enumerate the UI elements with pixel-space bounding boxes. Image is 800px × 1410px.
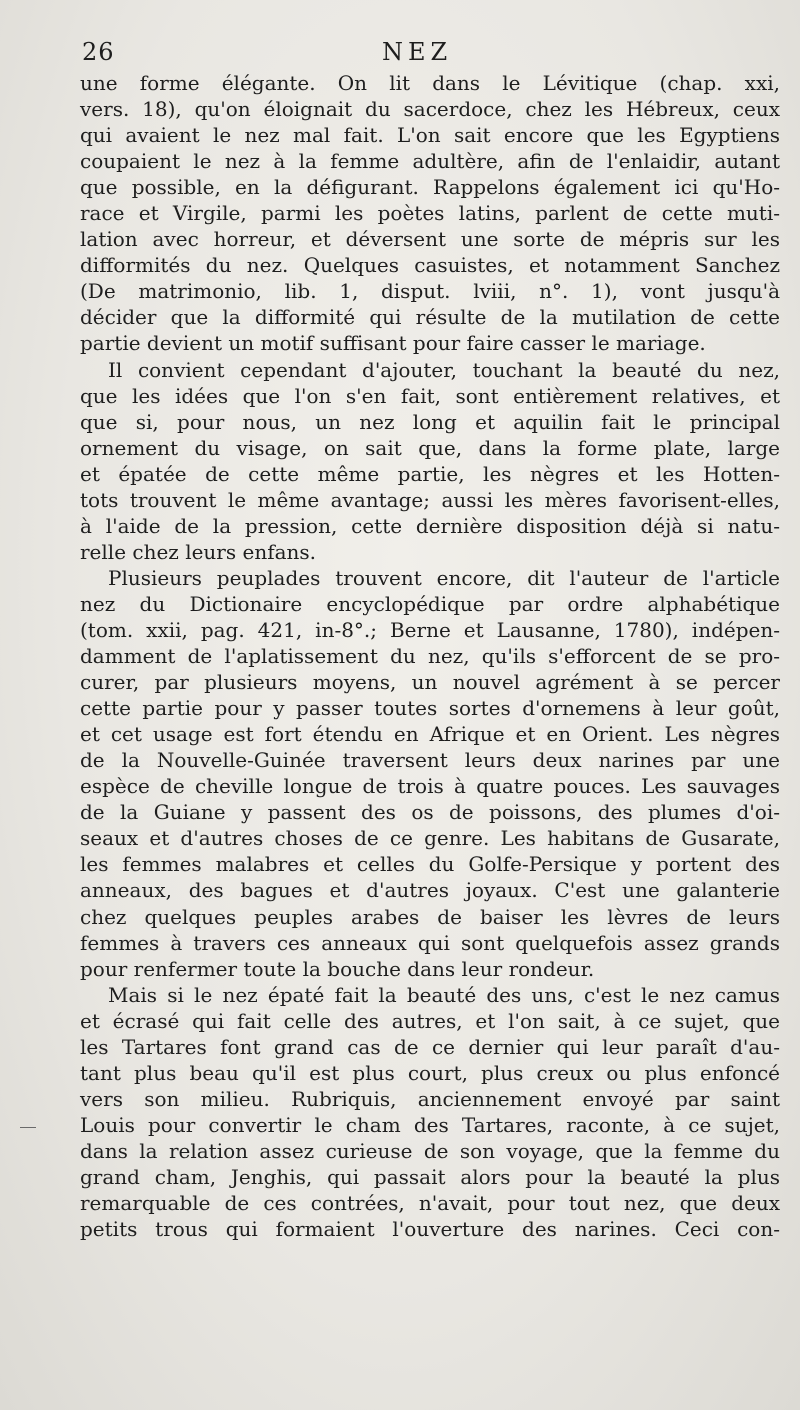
text-line: race et Virgile, parmi les poètes latins, parlent de cette muti- <box>80 201 780 226</box>
text-line: espèce de cheville longue de trois à quatre pouces. Les sauvages <box>80 774 780 799</box>
margin-dash-mark <box>20 1127 36 1128</box>
text-line: difformités du nez. Quelques casuistes, et notamment Sanchez <box>80 253 780 278</box>
text-line: que les idées que l'on s'en fait, sont entièrement relatives, et <box>80 383 780 408</box>
text-line: et écrasé qui fait celle des autres, et l'on sait, à ce sujet, que <box>80 1008 780 1033</box>
text-line: seaux et d'autres choses de ce genre. Les habitans de Gusarate, <box>80 826 780 851</box>
text-line: les femmes malabres et celles du Golfe-Persique y portent des <box>80 852 780 877</box>
text-line: pour renfermer toute la bouche dans leur rondeur. <box>80 956 595 981</box>
text-line: (De matrimonio, lib. 1, disput. lviii, n°. 1), vont jusqu'à <box>80 279 780 304</box>
text-line: damment de l'aplatissement du nez, qu'ils s'efforcent de se pro- <box>80 644 780 669</box>
paragraph-start-line: Il convient cependant d'ajouter, touchant la beauté du nez, <box>108 357 780 382</box>
text-line: tant plus beau qu'il est plus court, plus creux ou plus enfoncé <box>80 1060 780 1085</box>
text-line: chez quelques peuples arabes de baiser les lèvres de leurs <box>80 904 780 929</box>
text-line: et cet usage est fort étendu en Afrique et en Orient. Les nègres <box>80 722 780 747</box>
text-line: coupaient le nez à la femme adultère, afin de l'enlaidir, autant <box>80 149 780 174</box>
page-number: 26 <box>82 38 115 66</box>
text-line: et épatée de cette même partie, les nègres et les Hotten- <box>80 461 780 486</box>
text-line: tots trouvent le même avantage; aussi les mères favorisent-elles, <box>80 487 780 512</box>
text-line: femmes à travers ces anneaux qui sont quelquefois assez grands <box>80 930 780 955</box>
text-line: Louis pour convertir le cham des Tartares, raconte, à ce sujet, <box>80 1112 780 1137</box>
text-line: curer, par plusieurs moyens, un nouvel agrément à se percer <box>80 670 780 695</box>
text-line: que possible, en la défigurant. Rappelons également ici qu'Ho- <box>80 175 780 200</box>
text-line: à l'aide de la pression, cette dernière disposition déjà si natu- <box>80 513 780 538</box>
page-header <box>82 38 780 68</box>
text-line: (tom. xxii, pag. 421, in-8°.; Berne et Lausanne, 1780), indépen- <box>80 617 780 642</box>
text-line: ornement du visage, on sait que, dans la forme plate, large <box>80 435 780 460</box>
text-line: partie devient un motif suffisant pour faire casser le mariage. <box>80 331 706 356</box>
text-line: cette partie pour y passer toutes sortes d'ornemens à leur goût, <box>80 696 780 721</box>
text-line: vers. 18), qu'on éloignait du sacerdoce, chez les Hébreux, ceux <box>80 97 780 122</box>
paragraph-start-line: Mais si le nez épaté fait la beauté des uns, c'est le nez camus <box>108 982 780 1007</box>
text-line: de la Nouvelle-Guinée traversent leurs deux narines par une <box>80 748 780 773</box>
text-line: décider que la difformité qui résulte de la mutilation de cette <box>80 305 780 330</box>
body-text <box>80 70 780 1242</box>
text-line: que si, pour nous, un nez long et aquilin fait le principal <box>80 409 780 434</box>
text-line: vers son milieu. Rubriquis, anciennement envoyé par saint <box>80 1086 780 1111</box>
text-line: dans la relation assez curieuse de son voyage, que la femme du <box>80 1138 780 1163</box>
text-line: remarquable de ces contrées, n'avait, pour tout nez, que deux <box>80 1191 780 1216</box>
text-line: de la Guiane y passent des os de poissons, des plumes d'oi- <box>80 800 780 825</box>
text-line: qui avaient le nez mal fait. L'on sait encore que les Egyptiens <box>80 123 780 148</box>
text-line: une forme élégante. On lit dans le Lévitique (chap. xxi, <box>80 71 780 95</box>
text-line: relle chez leurs enfans. <box>80 539 317 564</box>
text-line: grand cham, Jenghis, qui passait alors pour la beauté la plus <box>80 1164 780 1189</box>
running-title: NEZ <box>382 38 453 66</box>
text-line: lation avec horreur, et déversent une sorte de mépris sur les <box>80 227 780 252</box>
text-line: petits trous qui formaient l'ouverture des narines. Ceci con- <box>80 1217 780 1242</box>
text-line: les Tartares font grand cas de ce dernier qui leur paraît d'au- <box>80 1034 780 1059</box>
text-line: nez du Dictionaire encyclopédique par ordre alphabétique <box>80 591 780 616</box>
paragraph-start-line: Plusieurs peuplades trouvent encore, dit l'auteur de l'article <box>108 565 780 590</box>
text-line: anneaux, des bagues et d'autres joyaux. C'est une galanterie <box>80 878 780 903</box>
